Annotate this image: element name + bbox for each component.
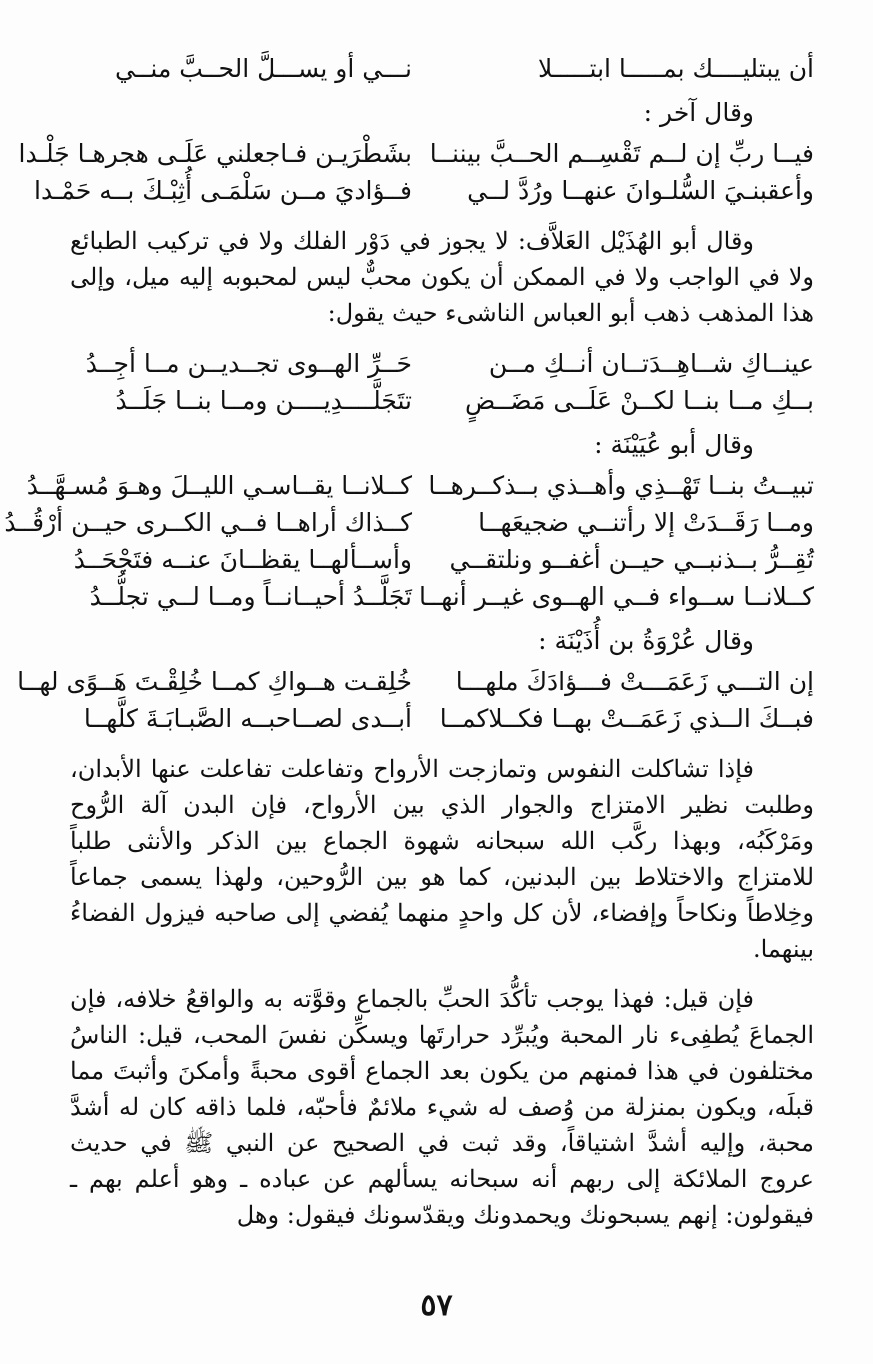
verse-group-4 (4, 467, 814, 615)
first-hemistich: تبيــتُ بنــا تَهْــذِي وأهــذي بــذكــرهــا (428, 471, 814, 500)
first-hemistich: فيــا ربِّ إن لــم تَقْسِــم الحــبَّ بيننــا (429, 139, 814, 168)
verse-group-1 (70, 50, 814, 87)
verse-line (18, 135, 814, 172)
verse-line (70, 541, 814, 578)
second-hemistich: تتَجَلَّــــدِيــــن ومــا بنــا جَلَــدُ (115, 386, 412, 415)
verse-group-3 (70, 345, 814, 419)
first-hemistich: بــكِ مــا بنــا لكــنْ عَلَــى مَضَــضٍ (465, 386, 814, 415)
poem-intro: وقال أبو عُيَيْنَة : (594, 430, 754, 459)
second-hemistich: نـــي أو يســـلَّ الحــبَّ منــي (114, 54, 412, 83)
second-hemistich: وأســألهــا يقظــانَ عنــه فتَجْحَــدُ (73, 545, 412, 574)
verse-line (4, 504, 814, 541)
second-hemistich: بشَطْرَيـن فـاجعلني عَلَـى هجرهـا جَلْـدا (18, 139, 412, 168)
verse-line (26, 467, 814, 504)
second-hemistich: فــؤاديَ مــن سَلْمَـى أُثِبْـكَ بــه حَمْـدا (34, 176, 412, 205)
page-number: ٥٧ (420, 1288, 453, 1323)
verse-line (70, 50, 814, 87)
verse-group-5 (17, 663, 814, 737)
first-hemistich: فبــكَ الــذي زَعَمَــتْ بهــا فكــلاكمــا (439, 704, 814, 733)
verse-line (34, 172, 814, 209)
poem-intro: وقال عُرْوَةُ بن أُذَيْنَة : (538, 626, 754, 655)
first-hemistich: وأعقبنـيَ السُّلـوانَ عنهــا ورُدَّ لــي (467, 176, 814, 205)
second-hemistich: كــلانــا يقــاسـي الليــلَ وهـوَ مُسـهَّــدُ (26, 471, 412, 500)
first-hemistich: ومــا رَقَــدَتْ إلا رأتنــي ضجيعَهــا (478, 508, 814, 537)
second-hemistich: كــذاك أراهــا فــي الكــرى حيــن أرْقُــدُ (4, 508, 412, 537)
first-hemistich: عينــاكِ شــاهِــدَتــان أنــكِ مــن (488, 349, 814, 378)
verse-line (17, 663, 814, 700)
first-hemistich: تُقِــرُّ بــذنبــي حيــن أغفــو ونلتقــي (449, 545, 814, 574)
verse-group-2 (18, 135, 814, 209)
first-hemistich: أن يبتليــــك بمـــــا ابتـــــلا (537, 54, 814, 83)
verse-line (70, 578, 814, 615)
second-hemistich: خُلِقـت هــواكِ كمــا خُلِقْـتَ هَــوًى لهــا (17, 667, 412, 696)
second-hemistich: تَجَلَّــدُ أحيــانــاً ومــا لــي تجلُّــدُ (89, 582, 412, 611)
second-hemistich: أبــدى لصــاحبــه الصَّبـابَـةَ كلَّهــا (83, 704, 412, 733)
verse-line (70, 382, 814, 419)
first-hemistich: كــلانــا ســواء فــي الهــوى غيــر أنهــا (418, 582, 814, 611)
paragraph: فإذا تشاكلت النفوس وتمازجت الأرواح وتفاعلت تفاعلت عنها الأبدان، وطلبت نظير الامتزاج والجوار الذي بين الأرواح، فإن البدن آلة الرُّوح ومَرْكَبُه، وبهذا ركَّب الله سبحانه شهوة الجماع بين الذكر والأنثى طلباً للامتزاج والاختلاط بين البدنين، كما هو بين الرُّوحين، ولهذا يسمى جماعاً وخِلاطاً ونكاحاً وإفضاء، لأن كل واحدٍ منهما يُفضي إلى صاحبه فيزول الفضاءُ بينهما. (70, 755, 815, 963)
paragraph: فإن قيل: فهذا يوجب تأكُّدَ الحبِّ بالجماع وقوَّته به والواقعُ خلافه، فإن الجماعَ يُطفِىء نار المحبة ويُبرِّد حرارتَها ويسكِّن نفسَ المحب، قيل: الناسُ مختلفون في هذا فمنهم من يكون بعد الجماع أقوى محبةً وأمكنَ وأثبتَ مما قبلَه، ويكون بمنزلة من وُصف له شيء ملائمٌ فأحبّه، فلما ذاقه كان له أشدَّ محبة، وإليه أشدَّ اشتياقاً، وقد ثبت في الصحيح عن النبي ﷺ في حديث عروج الملائكة إلى ربهم أنه سبحانه يسألهم عن عباده ـ وهو أعلم بهم ـ فيقولون: إنهم يسبحونك ويحمدونك ويقدّسونك فيقول: وهل (70, 985, 814, 1229)
paragraph: وقال أبو الهُذَيْل العَلاَّف: لا يجوز في دَوْر الفلك ولا في تركيب الطبائع ولا في الواجب ولا في الممكن أن يكون محبٌّ ليس لمحبوبه إليه ميل، وإلى هذا المذهب ذهب أبو العباس الناشىء حيث يقول: (70, 227, 814, 327)
verse-line (70, 345, 814, 382)
page-body (4, 50, 815, 1233)
second-hemistich: حَــرِّ الهــوى تجــديــن مــا أجِــدُ (85, 349, 412, 378)
first-hemistich: إن التـــي زَعَمَـــتْ فـــؤادَكَ ملهـــا (455, 667, 814, 696)
poem-intro: وقال آخر : (643, 98, 754, 127)
verse-line (70, 700, 814, 737)
